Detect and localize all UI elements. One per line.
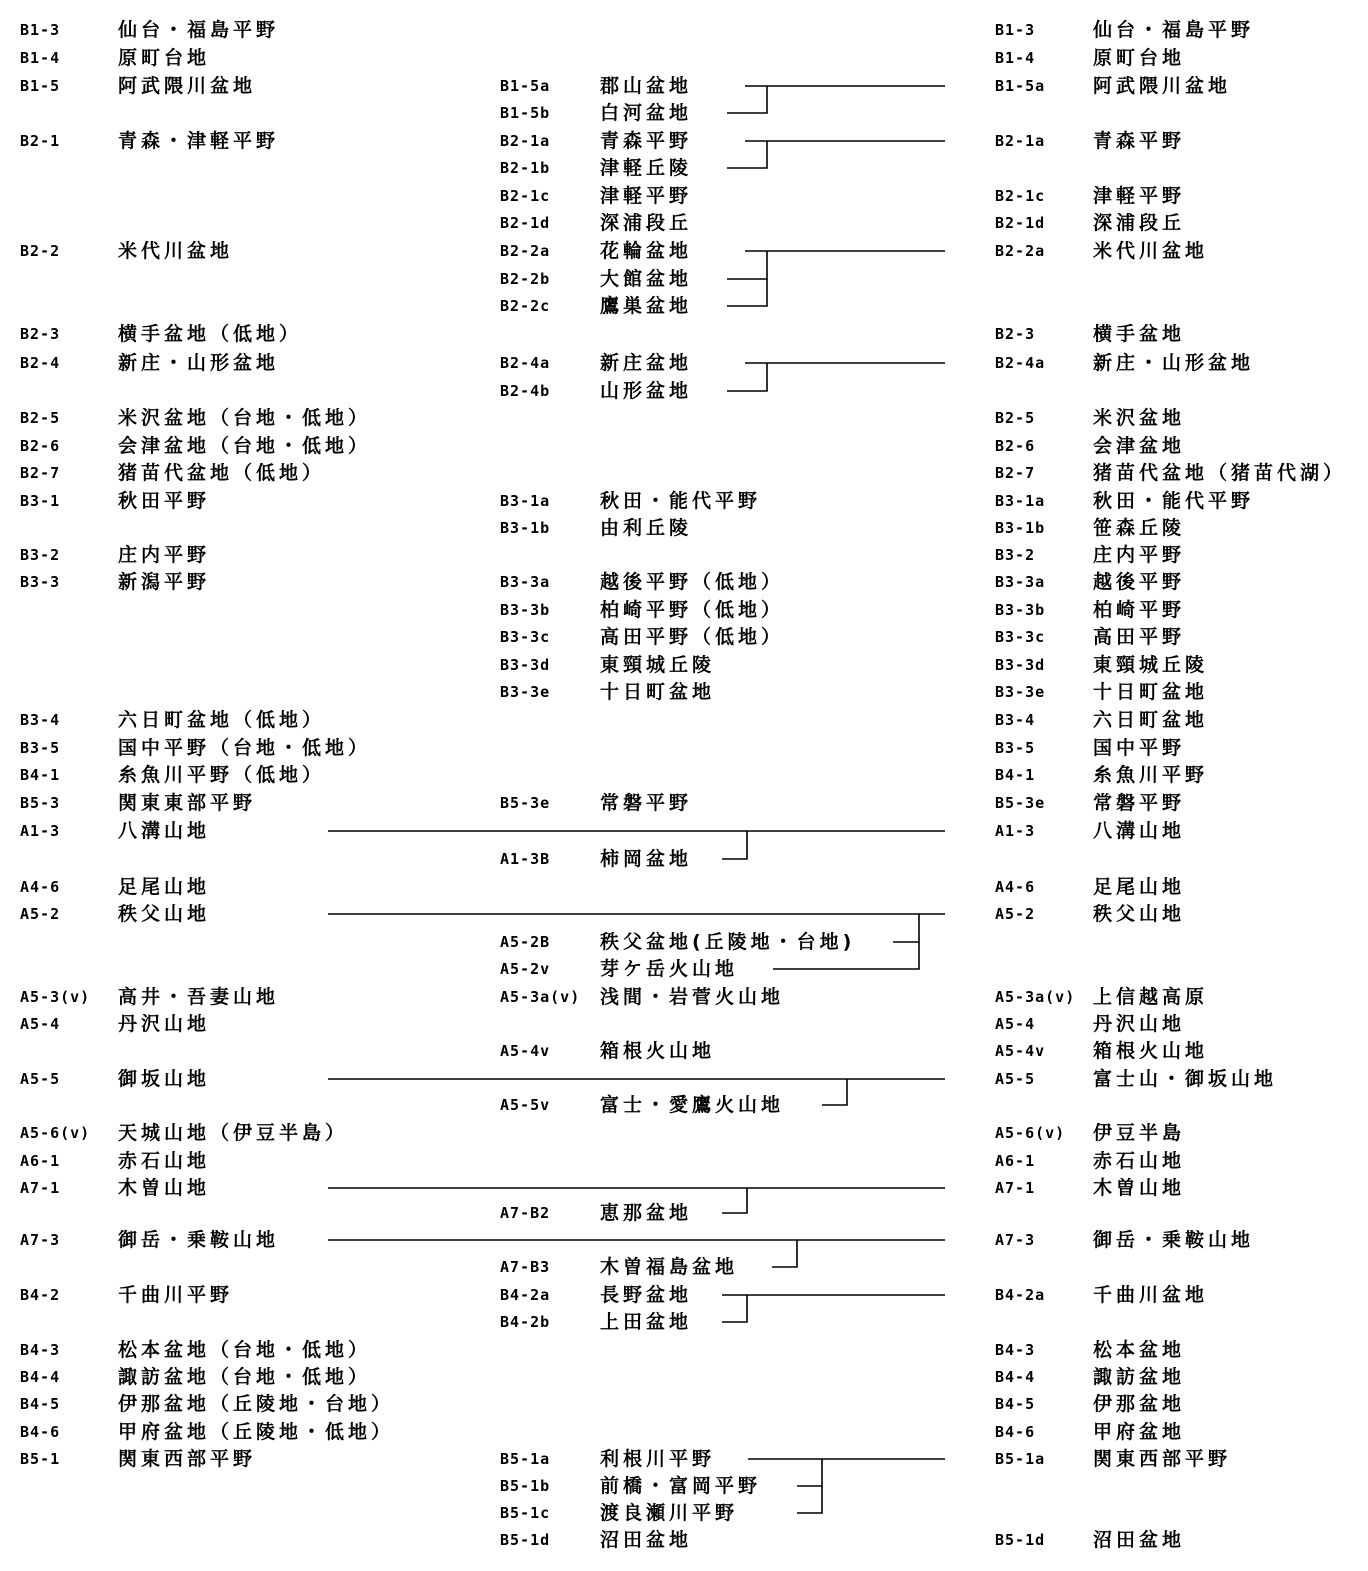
left-region-name: 仙台・福島平野 [118,19,280,41]
right-region-code: B2-1d [995,214,1046,232]
right-region-code: B5-1d [995,1531,1046,1549]
left-region-code: B1-3 [20,21,61,39]
right-region-code: B2-5 [995,409,1036,427]
right-region-name: 秋田・能代平野 [1093,490,1255,512]
connector-line [822,1079,847,1105]
left-region-code: B4-3 [20,1341,61,1359]
left-region-code: B2-5 [20,409,61,427]
left-region-name: 秋田平野 [118,490,211,512]
mid-region-code: B2-1c [500,187,551,205]
connector-line [797,1486,822,1513]
right-region-code: B3-3e [995,683,1046,701]
right-region-name: 甲府盆地 [1093,1421,1186,1443]
right-region-code: B3-4 [995,711,1036,729]
right-region-name: 阿武隈川盆地 [1093,75,1232,97]
right-region-code: B2-1a [995,132,1046,150]
left-region-code: A4-6 [20,878,61,896]
left-region-name: 米代川盆地 [118,240,234,262]
mid-region-name: 富士・愛鷹火山地 [600,1094,785,1116]
mid-region-code: A7-B2 [500,1204,551,1222]
right-region-name: 足尾山地 [1093,876,1186,898]
right-region-name: 八溝山地 [1093,820,1186,842]
mid-region-name: 秋田・能代平野 [600,490,762,512]
right-region-name: 伊那盆地 [1093,1393,1186,1415]
mid-region-name: 箱根火山地 [600,1040,716,1062]
mid-region-code: B2-1d [500,214,551,232]
right-region-code: B3-3c [995,628,1046,646]
mid-region-name: 長野盆地 [600,1284,693,1306]
mid-region-name: 利根川平野 [600,1448,716,1470]
connector-line [772,1240,797,1267]
left-region-code: B1-5 [20,77,61,95]
connector-line [797,1459,822,1486]
right-region-code: B4-3 [995,1341,1036,1359]
right-region-name: 六日町盆地 [1093,709,1209,731]
left-region-code: B2-1 [20,132,61,150]
right-region-name: 箱根火山地 [1093,1040,1209,1062]
right-region-name: 上信越高原 [1093,986,1209,1008]
left-region-code: A7-1 [20,1179,61,1197]
right-region-name: 諏訪盆地 [1093,1366,1186,1388]
right-region-code: B2-3 [995,325,1036,343]
right-region-code: B2-6 [995,437,1036,455]
connector-line [722,831,747,859]
left-region-code: B2-4 [20,354,61,372]
mid-region-code: B5-1c [500,1504,551,1522]
mid-region-code: A5-2B [500,933,551,951]
mid-region-code: B4-2a [500,1286,551,1304]
left-region-name: 青森・津軽平野 [118,130,280,152]
mid-region-code: B5-1a [500,1450,551,1468]
right-region-name: 御岳・乗鞍山地 [1093,1229,1255,1251]
mid-region-name: 由利丘陵 [600,517,693,539]
mid-region-name: 山形盆地 [600,380,693,402]
left-region-code: B3-4 [20,711,61,729]
mid-region-name: 津軽平野 [600,185,693,207]
mid-region-name: 沼田盆地 [600,1529,693,1551]
connector-line [773,942,919,969]
left-region-name: 丹沢山地 [118,1013,211,1035]
right-region-code: B3-3a [995,573,1046,591]
mid-region-code: B2-4b [500,382,551,400]
left-region-name: 秩父山地 [118,903,211,925]
right-region-name: 糸魚川平野 [1093,764,1209,786]
right-region-code: B3-1a [995,492,1046,510]
right-region-name: 常磐平野 [1093,792,1186,814]
connector-line [727,86,767,113]
mid-region-name: 大館盆地 [600,268,693,290]
left-region-code: B2-7 [20,464,61,482]
left-region-code: B4-2 [20,1286,61,1304]
mid-region-code: B2-2a [500,242,551,260]
mid-region-name: 白河盆地 [600,102,693,124]
mid-region-name: 東頸城丘陵 [600,654,716,676]
left-region-code: A5-4 [20,1015,61,1033]
left-region-code: A1-3 [20,822,61,840]
connector-line [893,914,919,942]
left-region-name: 国中平野（台地・低地） [118,737,372,759]
mid-region-code: B2-2c [500,297,551,315]
connector-line [727,279,767,306]
left-region-name: 伊那盆地（丘陵地・台地） [118,1393,395,1415]
right-region-name: 横手盆地 [1093,323,1186,345]
right-region-code: A5-4v [995,1042,1046,1060]
mid-region-code: B3-3e [500,683,551,701]
right-region-name: 国中平野 [1093,737,1186,759]
right-region-code: A7-1 [995,1179,1036,1197]
right-region-code: B4-1 [995,766,1036,784]
mid-region-code: B2-2b [500,270,551,288]
mid-region-name: 越後平野（低地） [600,571,785,593]
left-region-code: A5-6(v) [20,1124,91,1142]
mid-region-name: 渡良瀬川平野 [600,1502,739,1524]
right-region-code: A5-2 [995,905,1036,923]
right-region-code: A5-5 [995,1070,1036,1088]
right-region-name: 会津盆地 [1093,435,1186,457]
mid-region-code: A7-B3 [500,1258,551,1276]
right-region-code: B2-1c [995,187,1046,205]
right-region-name: 木曽山地 [1093,1177,1186,1199]
mid-region-code: B3-1a [500,492,551,510]
right-region-code: B3-3b [995,601,1046,619]
connector-line [727,363,767,391]
left-region-name: 御岳・乗鞍山地 [118,1229,280,1251]
mid-region-name: 前橋・富岡平野 [600,1475,762,1497]
right-region-name: 松本盆地 [1093,1339,1186,1361]
mid-region-name: 柿岡盆地 [600,848,693,870]
left-region-name: 千曲川平野 [118,1284,234,1306]
right-region-code: A1-3 [995,822,1036,840]
left-region-name: 会津盆地（台地・低地） [118,435,372,457]
left-region-code: B3-5 [20,739,61,757]
left-region-name: 横手盆地（低地） [118,323,303,345]
mid-region-name: 深浦段丘 [600,212,693,234]
right-region-code: A5-3a(v) [995,988,1076,1006]
right-region-code: B1-3 [995,21,1036,39]
left-region-name: 米沢盆地（台地・低地） [118,407,372,429]
right-region-code: B2-2a [995,242,1046,260]
left-region-name: 六日町盆地（低地） [118,709,326,731]
left-region-name: 諏訪盆地（台地・低地） [118,1366,372,1388]
left-region-code: B3-2 [20,546,61,564]
left-region-name: 足尾山地 [118,876,211,898]
left-region-name: 松本盆地（台地・低地） [118,1339,372,1361]
left-region-code: A7-3 [20,1231,61,1249]
left-region-code: B4-1 [20,766,61,784]
right-region-code: B3-1b [995,519,1046,537]
left-region-code: B2-2 [20,242,61,260]
left-region-code: A6-1 [20,1152,61,1170]
mid-region-code: A5-3a(v) [500,988,581,1006]
right-region-name: 深浦段丘 [1093,212,1186,234]
right-region-code: A7-3 [995,1231,1036,1249]
mid-region-code: A5-4v [500,1042,551,1060]
right-region-code: B4-2a [995,1286,1046,1304]
mid-region-name: 常磐平野 [600,792,693,814]
right-region-code: B1-4 [995,49,1036,67]
mid-region-name: 上田盆地 [600,1311,693,1333]
mid-region-name: 高田平野（低地） [600,626,785,648]
mid-region-name: 青森平野 [600,130,693,152]
connector-line [722,1188,747,1213]
mid-region-code: B5-1d [500,1531,551,1549]
connector-line [722,1295,747,1322]
right-region-code: A5-6(v) [995,1124,1066,1142]
right-region-name: 越後平野 [1093,571,1186,593]
left-region-name: 木曽山地 [118,1177,211,1199]
right-region-code: B5-3e [995,794,1046,812]
right-region-code: B3-3d [995,656,1046,674]
mid-region-code: B3-3a [500,573,551,591]
mid-region-name: 秩父盆地(丘陵地・台地) [600,931,856,953]
left-region-code: B5-1 [20,1450,61,1468]
mid-region-code: B4-2b [500,1313,551,1331]
right-region-name: 仙台・福島平野 [1093,19,1255,41]
right-region-name: 柏崎平野 [1093,599,1186,621]
left-region-code: B2-6 [20,437,61,455]
right-region-code: B5-1a [995,1450,1046,1468]
right-region-name: 原町台地 [1093,47,1186,69]
mid-region-code: B3-3b [500,601,551,619]
left-region-name: 猪苗代盆地（低地） [118,462,326,484]
left-region-name: 新庄・山形盆地 [118,352,280,374]
left-region-code: B5-3 [20,794,61,812]
right-region-code: A4-6 [995,878,1036,896]
right-region-name: 沼田盆地 [1093,1529,1186,1551]
mid-region-code: A5-2v [500,960,551,978]
left-region-code: B3-1 [20,492,61,510]
right-region-code: B1-5a [995,77,1046,95]
left-region-name: 御坂山地 [118,1068,211,1090]
right-region-name: 青森平野 [1093,130,1186,152]
right-region-name: 関東西部平野 [1093,1448,1232,1470]
mid-region-code: B3-3c [500,628,551,646]
mid-region-code: A1-3B [500,850,551,868]
right-region-code: B4-4 [995,1368,1036,1386]
mid-region-code: B2-1b [500,159,551,177]
left-region-name: 新潟平野 [118,571,211,593]
connector-line [727,141,767,168]
left-region-name: 関東東部平野 [118,792,257,814]
mid-region-name: 鷹巣盆地 [600,295,693,317]
right-region-name: 富士山・御坂山地 [1093,1068,1278,1090]
left-region-name: 庄内平野 [118,544,211,566]
left-region-name: 赤石山地 [118,1150,211,1172]
right-region-name: 新庄・山形盆地 [1093,352,1255,374]
right-region-name: 高田平野 [1093,626,1186,648]
right-region-name: 猪苗代盆地（猪苗代湖） [1093,462,1347,484]
connector-line [727,251,767,279]
left-region-name: 八溝山地 [118,820,211,842]
mid-region-code: B3-1b [500,519,551,537]
right-region-code: B3-2 [995,546,1036,564]
mid-region-code: B2-4a [500,354,551,372]
left-region-name: 原町台地 [118,47,211,69]
left-region-code: B2-3 [20,325,61,343]
mid-region-name: 郡山盆地 [600,75,693,97]
left-region-code: A5-5 [20,1070,61,1088]
right-region-code: B3-5 [995,739,1036,757]
left-region-name: 関東西部平野 [118,1448,257,1470]
mid-region-name: 十日町盆地 [600,681,716,703]
left-region-code: B4-4 [20,1368,61,1386]
right-region-name: 伊豆半島 [1093,1122,1186,1144]
mid-region-code: A5-5v [500,1096,551,1114]
right-region-code: A6-1 [995,1152,1036,1170]
left-region-code: B3-3 [20,573,61,591]
right-region-code: B2-7 [995,464,1036,482]
right-region-name: 丹沢山地 [1093,1013,1186,1035]
left-region-name: 甲府盆地（丘陵地・低地） [118,1421,395,1443]
right-region-name: 秩父山地 [1093,903,1186,925]
left-region-code: A5-3(v) [20,988,91,1006]
left-region-code: B4-6 [20,1423,61,1441]
right-region-code: B4-5 [995,1395,1036,1413]
left-region-name: 天城山地（伊豆半島） [118,1122,349,1144]
mid-region-code: B3-3d [500,656,551,674]
mid-region-code: B5-3e [500,794,551,812]
left-region-name: 阿武隈川盆地 [118,75,257,97]
right-region-name: 津軽平野 [1093,185,1186,207]
mid-region-name: 恵那盆地 [600,1202,693,1224]
right-region-name: 庄内平野 [1093,544,1186,566]
mid-region-code: B2-1a [500,132,551,150]
mid-region-code: B1-5b [500,104,551,122]
mid-region-name: 芽ケ岳火山地 [600,958,739,980]
right-region-name: 千曲川盆地 [1093,1284,1209,1306]
right-region-name: 米沢盆地 [1093,407,1186,429]
mid-region-name: 浅間・岩菅火山地 [600,986,785,1008]
mid-region-name: 津軽丘陵 [600,157,693,179]
mid-region-name: 新庄盆地 [600,352,693,374]
mid-region-name: 花輪盆地 [600,240,693,262]
mid-region-code: B5-1b [500,1477,551,1495]
left-region-name: 高井・吾妻山地 [118,986,280,1008]
right-region-name: 東頸城丘陵 [1093,654,1209,676]
right-region-name: 赤石山地 [1093,1150,1186,1172]
left-region-code: B1-4 [20,49,61,67]
left-region-code: A5-2 [20,905,61,923]
mid-region-name: 柏崎平野（低地） [600,599,785,621]
mid-region-name: 木曽福島盆地 [600,1256,739,1278]
right-region-code: A5-4 [995,1015,1036,1033]
right-region-name: 十日町盆地 [1093,681,1209,703]
mid-region-code: B1-5a [500,77,551,95]
left-region-code: B4-5 [20,1395,61,1413]
left-region-name: 糸魚川平野（低地） [118,764,326,786]
right-region-name: 米代川盆地 [1093,240,1209,262]
right-region-code: B2-4a [995,354,1046,372]
right-region-name: 笹森丘陵 [1093,517,1186,539]
right-region-code: B4-6 [995,1423,1036,1441]
